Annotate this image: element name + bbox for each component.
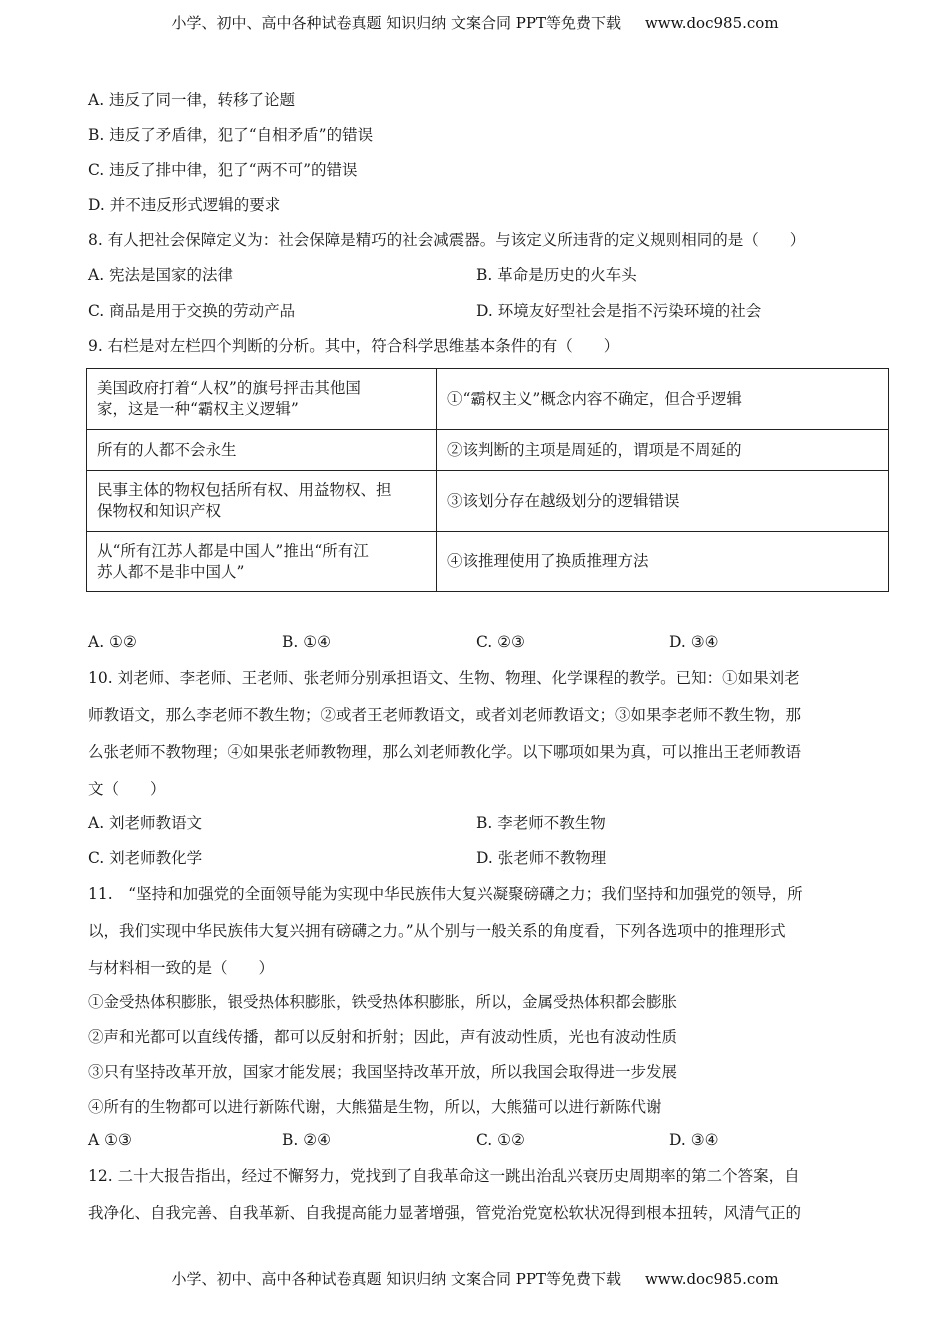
header-text: 小学、初中、高中各种试卷真题 知识归纳 文案合同 PPT等免费下载 <box>171 14 621 32</box>
q11-item-3: ③只有坚持改革开放，国家才能发展；我国坚持改革开放，所以我国会取得进一步发展 <box>88 1063 678 1081</box>
q9-option-a: A. ①② <box>88 633 137 651</box>
q11-option-a: A ①③ <box>88 1131 132 1149</box>
q10-option-d: D. 张老师不教物理 <box>476 849 607 867</box>
q10-option-b: B. 李老师不教生物 <box>476 814 606 832</box>
q11-item-4: ④所有的生物都可以进行新陈代谢，大熊猫是生物，所以，大熊猫可以进行新陈代谢 <box>88 1098 662 1116</box>
q11-stem-line1: 11. “坚持和加强党的全面领导能为实现中华民族伟大复兴凝聚磅礴之力；我们坚持和加强党的领导，所 <box>88 885 803 903</box>
header-site-link[interactable]: www.doc985.com <box>644 14 779 32</box>
table-cell-left <box>87 471 437 532</box>
q11-option-d: D. ③④ <box>669 1131 719 1149</box>
footer-text: 小学、初中、高中各种试卷真题 知识归纳 文案合同 PPT等免费下载 <box>171 1270 621 1288</box>
q12-stem-line2: 我净化、自我完善、自我革新、自我提高能力显著增强，管党治党宽松软状况得到根本扭转，风清气正的 <box>88 1204 802 1222</box>
q10-stem-line4: 文（ ） <box>88 780 166 798</box>
q8-option-c: C. 商品是用于交换的劳动产品 <box>88 302 296 320</box>
table-cell-right: ③该划分存在越级划分的逻辑错误 <box>437 471 889 532</box>
q9-option-c: C. ②③ <box>476 633 525 651</box>
q11-item-1: ①金受热体积膨胀，银受热体积膨胀，铁受热体积膨胀，所以，金属受热体积都会膨胀 <box>88 993 678 1011</box>
table-cell-right: ④该推理使用了换质推理方法 <box>437 532 889 592</box>
q7-option-d: D. 并不违反形式逻辑的要求 <box>88 196 281 214</box>
cell-line: 民事主体的物权包括所有权、用益物权、担 <box>97 481 392 499</box>
table-row <box>87 532 889 592</box>
cell-line: 所有的人都不会永生 <box>97 440 237 459</box>
footer-site-link[interactable]: www.doc985.com <box>644 1270 779 1288</box>
q10-stem-line3: 么张老师不教物理；④如果张老师教物理，那么刘老师教化学。以下哪项如果为真，可以推出王老师教语 <box>88 743 802 761</box>
table-cell-right: ②该判断的主项是周延的，谓项是不周延的 <box>437 430 889 471</box>
q9-option-b: B. ①④ <box>282 633 332 651</box>
q8-option-d: D. 环境友好型社会是指不污染环境的社会 <box>476 302 762 320</box>
q10-stem-line2: 师教语文，那么李老师不教生物；②或者王老师教语文，或者刘老师教语文；③如果李老师不教生物，那 <box>88 706 802 724</box>
q9-option-d: D. ③④ <box>669 633 719 651</box>
q9-stem: 9. 右栏是对左栏四个判断的分析。其中，符合科学思维基本条件的有（ ） <box>88 337 620 355</box>
table-cell-left <box>87 532 437 592</box>
q10-stem-line1: 10. 刘老师、李老师、王老师、张老师分别承担语文、生物、物理、化学课程的教学。已知：①如果刘老 <box>88 669 800 687</box>
q8-stem: 8. 有人把社会保障定义为：社会保障是精巧的社会减震器。与该定义所违背的定义规则相同的是（ ） <box>88 231 806 249</box>
q7-option-b: B. 违反了矛盾律，犯了“自相矛盾”的错误 <box>88 126 374 144</box>
table-row <box>87 430 889 471</box>
table-cell-left <box>87 369 437 430</box>
q7-option-c: C. 违反了排中律，犯了“两不可”的错误 <box>88 161 358 179</box>
q9-table <box>86 368 889 592</box>
q11-item-2: ②声和光都可以直线传播，都可以反射和折射；因此，声有波动性质，光也有波动性质 <box>88 1028 678 1046</box>
page-header <box>0 12 950 33</box>
q8-option-b: B. 革命是历史的火车头 <box>476 266 637 284</box>
q7-option-a: A. 违反了同一律，转移了论题 <box>88 91 296 109</box>
page-footer <box>0 1268 950 1289</box>
cell-line: 从“所有江苏人都是中国人”推出“所有江 <box>97 541 369 560</box>
table-cell-left <box>87 430 437 471</box>
q11-option-b: B. ②④ <box>282 1131 332 1149</box>
cell-line: 保物权和知识产权 <box>97 502 222 520</box>
table-cell-right: ①“霸权主义”概念内容不确定，但合乎逻辑 <box>437 369 889 430</box>
cell-line: 苏人都不是非中国人” <box>97 562 245 581</box>
q11-stem-line3: 与材料相一致的是（ ） <box>88 959 275 977</box>
q10-option-c: C. 刘老师教化学 <box>88 849 203 867</box>
q11-stem-line2: 以，我们实现中华民族伟大复兴拥有磅礴之力。”从个别与一般关系的角度看，下列各选项中的推理形式 <box>88 922 786 940</box>
cell-line: 家，这是一种“霸权主义逻辑” <box>97 400 299 418</box>
table-row <box>87 369 889 430</box>
q10-option-a: A. 刘老师教语文 <box>88 814 203 832</box>
table-row <box>87 471 889 532</box>
q8-option-a: A. 宪法是国家的法律 <box>88 266 234 284</box>
cell-line: 美国政府打着“人权”的旗号抨击其他国 <box>97 379 361 397</box>
q11-option-c: C. ①② <box>476 1131 525 1149</box>
q12-stem-line1: 12. 二十大报告指出，经过不懈努力，党找到了自我革命这一跳出治乱兴衰历史周期率的第二个答案，自 <box>88 1167 800 1185</box>
